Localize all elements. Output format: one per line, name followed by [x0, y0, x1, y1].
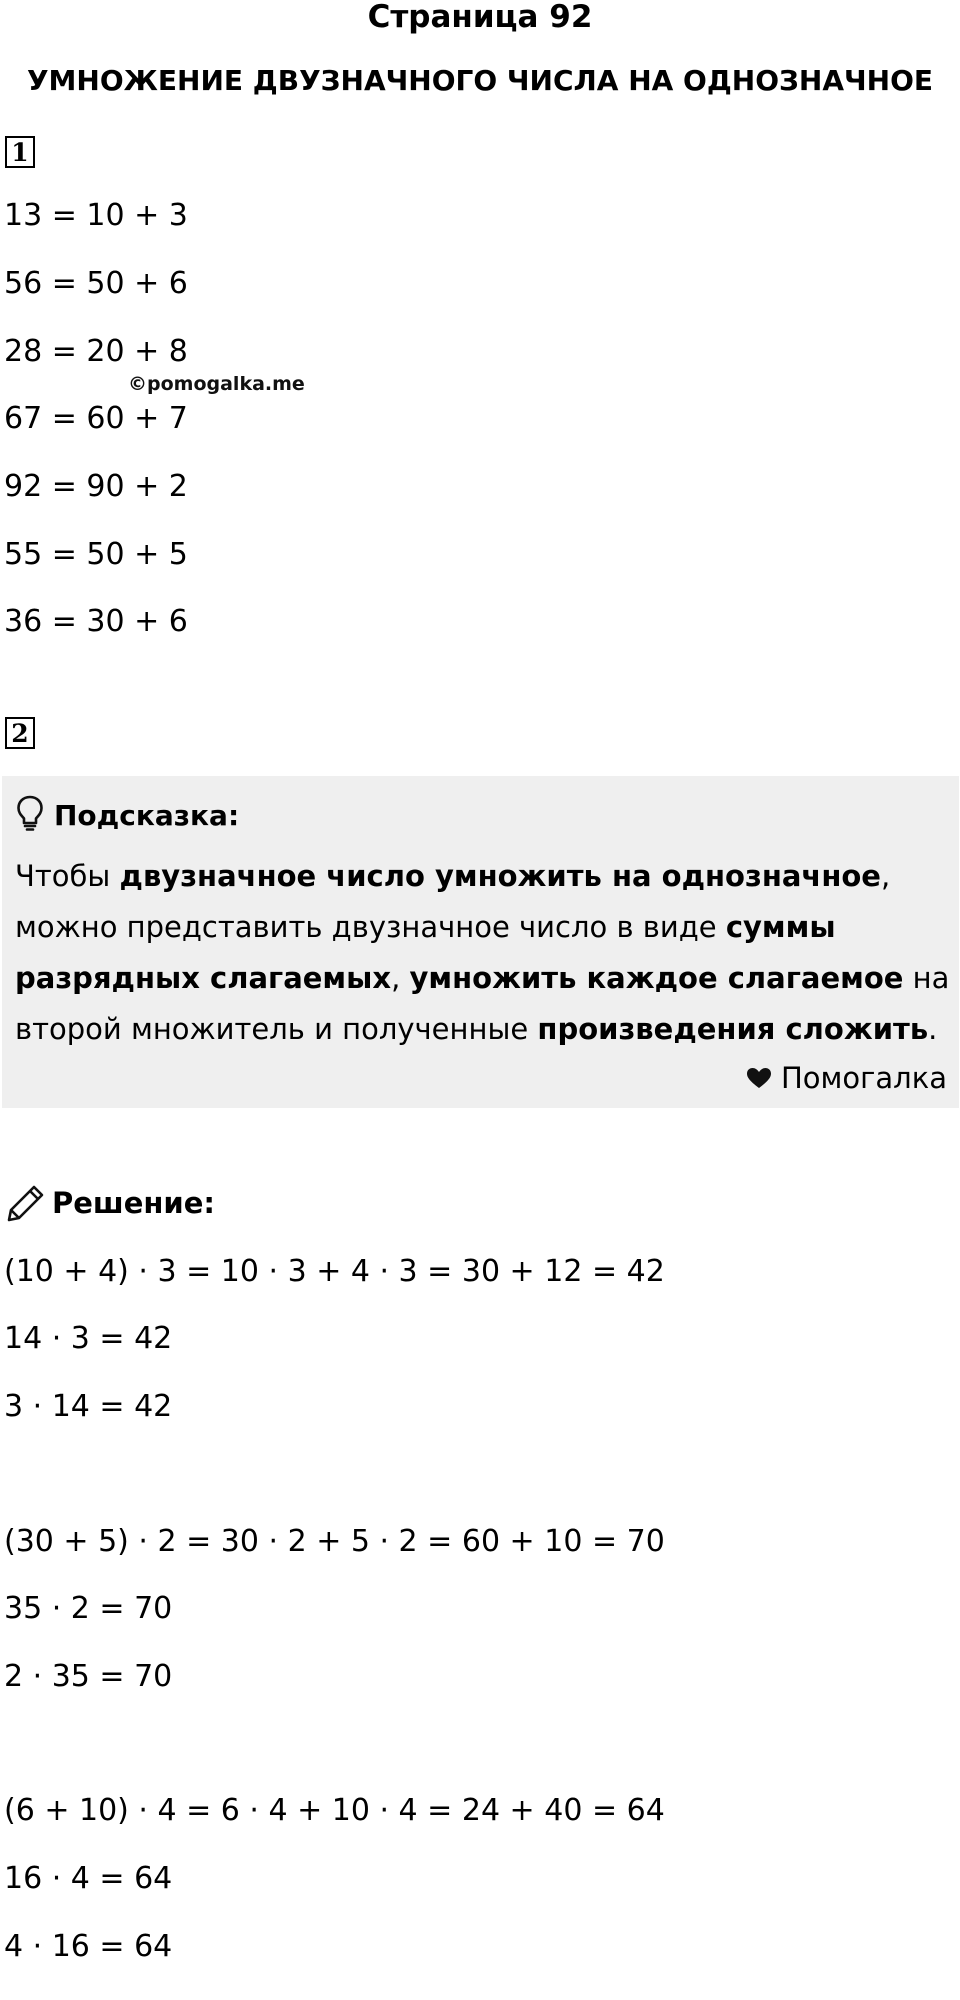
hint-emphasis: суммы разрядных слагаемых [15, 910, 836, 995]
hint-run: , [391, 961, 410, 995]
hint-header [16, 794, 239, 836]
hint-run: Чтобы [15, 859, 120, 893]
page-title: Страница 92 [367, 0, 593, 35]
task1-line: 92 = 90 + 2 [4, 469, 188, 504]
task1-line: 36 = 30 + 6 [4, 604, 188, 639]
solution-line: 35 · 2 = 70 [4, 1591, 173, 1626]
solution-line: 3 · 14 = 42 [4, 1389, 173, 1424]
lightbulb-icon [16, 794, 44, 836]
heart-icon [745, 1066, 773, 1090]
task1-line: 56 = 50 + 6 [4, 266, 188, 301]
hint-text [15, 851, 950, 1055]
hint-title: Подсказка: [54, 798, 240, 832]
hint-emphasis: произведения сложить [537, 1012, 929, 1046]
solution-title: Решение: [52, 1186, 216, 1220]
hint-run: . [928, 1012, 938, 1046]
solution-line: 2 · 35 = 70 [4, 1659, 173, 1694]
task1-line: 13 = 10 + 3 [4, 198, 188, 233]
solution-line: 14 · 3 = 42 [4, 1321, 173, 1356]
hint-emphasis: умножить каждое слагаемое [409, 961, 904, 995]
signature-label: Помогалка [781, 1061, 947, 1095]
lesson-title: УМНОЖЕНИЕ ДВУЗНАЧНОГО ЧИСЛА НА ОДНОЗНАЧНОЕ [26, 64, 934, 97]
task1-line: 28 = 20 + 8 [4, 334, 188, 369]
hint-run: , можно представить двузначное число в виде [15, 859, 891, 944]
task1-line: 67 = 60 + 7 [4, 401, 188, 436]
task-number-2: 2 [5, 717, 35, 749]
solution-line: (6 + 10) · 4 = 6 · 4 + 10 · 4 = 24 + 40 = 64 [4, 1793, 665, 1828]
solution-line: (10 + 4) · 3 = 10 · 3 + 4 · 3 = 30 + 12 = 42 [4, 1254, 665, 1289]
pencil-icon [6, 1183, 46, 1223]
hint-run: на второй множитель и полученные [15, 961, 950, 1046]
solution-line: (30 + 5) · 2 = 30 · 2 + 5 · 2 = 60 + 10 = 70 [4, 1524, 665, 1559]
solution-line: 4 · 16 = 64 [4, 1929, 173, 1964]
hint-signature [745, 1061, 947, 1095]
task-number-1: 1 [5, 136, 35, 168]
hint-emphasis: двузначное число умножить на однозначное [119, 859, 881, 893]
task1-line: 55 = 50 + 5 [4, 537, 188, 572]
solution-line: 16 · 4 = 64 [4, 1861, 173, 1896]
solution-header [6, 1183, 215, 1223]
hint-box [2, 776, 959, 1108]
watermark: ©pomogalka.me [128, 373, 305, 395]
